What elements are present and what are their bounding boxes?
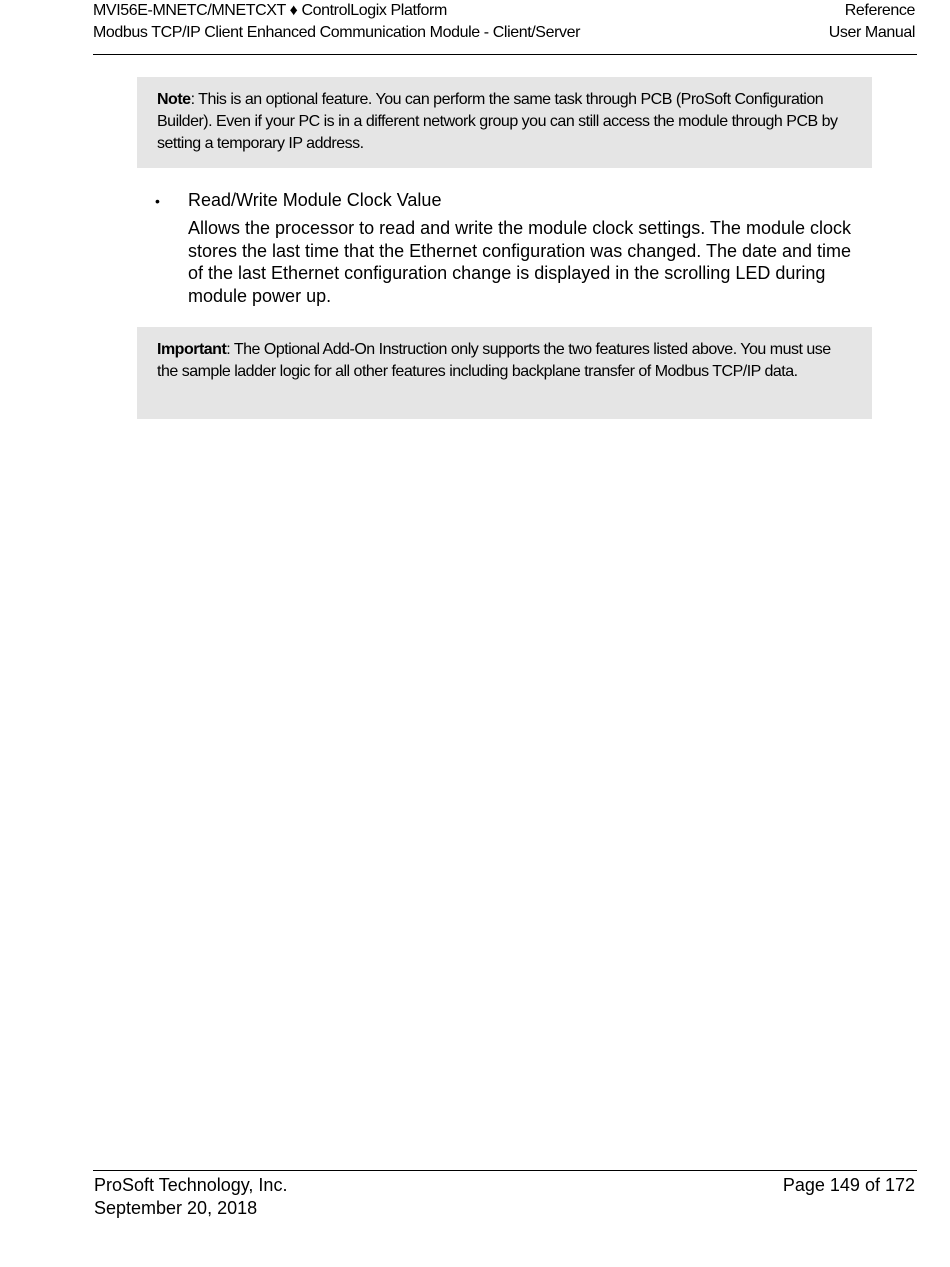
important-box — [137, 327, 872, 419]
header-section: Reference — [844, 2, 915, 19]
footer-right — [783, 1174, 915, 1197]
header-right — [829, 0, 915, 44]
bullet-icon: • — [155, 193, 160, 209]
important-text: : The Optional Add-On Instruction only supports the two features listed above. You must use the sample ladder logic for all other features including backplane transfer of Modbus TCP/IP data. — [157, 341, 831, 380]
header-left — [93, 0, 580, 44]
important-label: Important — [157, 341, 227, 358]
footer-company: ProSoft Technology, Inc. — [94, 1175, 288, 1195]
footer-left — [94, 1174, 287, 1220]
header-product-line: MVI56E-MNETC/MNETCXT ♦ ControlLogix Platform — [93, 2, 447, 19]
page-footer — [93, 1170, 917, 1218]
note-text: : This is an optional feature. You can perform the same task through PCB (ProSoft Configuration Builder). Even if your PC is in a different network group you can still access the module through PCB by setting a temporary IP address. — [157, 91, 838, 152]
page-header — [93, 0, 917, 55]
footer-page-number: Page 149 of 172 — [782, 1175, 915, 1195]
note-label: Note — [157, 91, 191, 108]
header-doc-type: User Manual — [828, 24, 915, 41]
footer-date: September 20, 2018 — [94, 1198, 258, 1218]
bullet-title: Read/Write Module Clock Value — [188, 190, 442, 210]
bullet-body: Allows the processor to read and write the module clock settings. The module clock stores the last time that the Ethernet configuration was changed. The date and time of the last Ethernet configuration change is displayed in the scrolling LED during module power up. — [188, 218, 852, 306]
header-module-title: Modbus TCP/IP Client Enhanced Communication Module - Client/Server — [93, 24, 581, 41]
note-box — [137, 77, 872, 168]
